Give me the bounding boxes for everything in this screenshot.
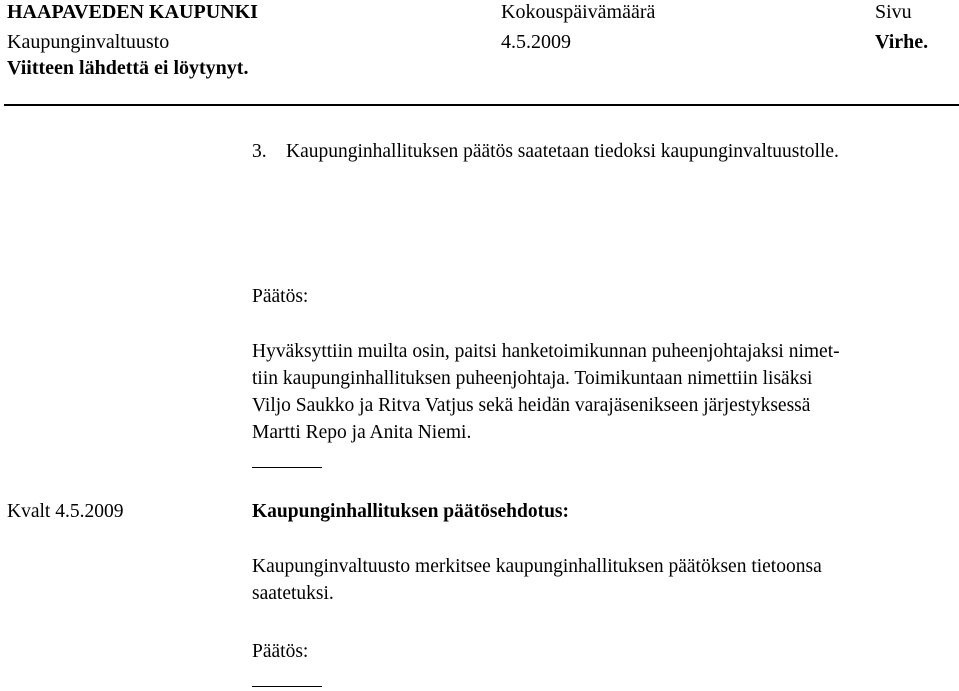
proposal-line: Kaupunginvaltuusto merkitsee kaupunginhallituksen päätöksen tietoonsa bbox=[252, 556, 822, 577]
kvalt-date-label: Kvalt 4.5.2009 bbox=[7, 501, 124, 522]
separator-line bbox=[252, 467, 322, 468]
organization-name: HAAPAVEDEN KAUPUNKI bbox=[7, 1, 258, 23]
decision-line: Martti Repo ja Anita Niemi. bbox=[252, 422, 472, 443]
header-divider bbox=[4, 104, 959, 106]
page-value: Virhe. bbox=[875, 31, 929, 53]
body-name: Kaupunginvaltuusto bbox=[7, 31, 170, 53]
reference-error: Viitteen lähdettä ei löytynyt. bbox=[7, 57, 249, 79]
proposal-paragraph bbox=[252, 553, 952, 607]
kvalt-decision-heading: Päätös: bbox=[252, 641, 309, 662]
decision-heading: Päätös: bbox=[252, 286, 309, 307]
meeting-date-value: 4.5.2009 bbox=[501, 31, 571, 53]
decision-line: Viljo Saukko ja Ritva Vatjus sekä heidän varajäsenikseen järjestyksessä bbox=[252, 395, 811, 416]
decision-line: tiin kaupunginhallituksen puheenjohtaja. Toimikuntaan nimettiin lisäksi bbox=[252, 368, 813, 389]
page-label: Sivu bbox=[875, 1, 912, 23]
meeting-date-label: Kokouspäivämäärä bbox=[501, 1, 656, 23]
separator-line bbox=[252, 686, 322, 687]
proposal-heading: Kaupunginhallituksen päätösehdotus: bbox=[252, 501, 569, 522]
decision-paragraph bbox=[252, 338, 952, 446]
item-3-text: Kaupunginhallituksen päätös saatetaan tiedoksi kaupunginvaltuustolle. bbox=[286, 141, 839, 162]
decision-line: Hyväksyttiin muilta osin, paitsi hanketoimikunnan puheenjohtajaksi nimet- bbox=[252, 341, 840, 362]
item-3-number: 3. bbox=[252, 141, 267, 162]
proposal-line: saatetuksi. bbox=[252, 583, 334, 604]
